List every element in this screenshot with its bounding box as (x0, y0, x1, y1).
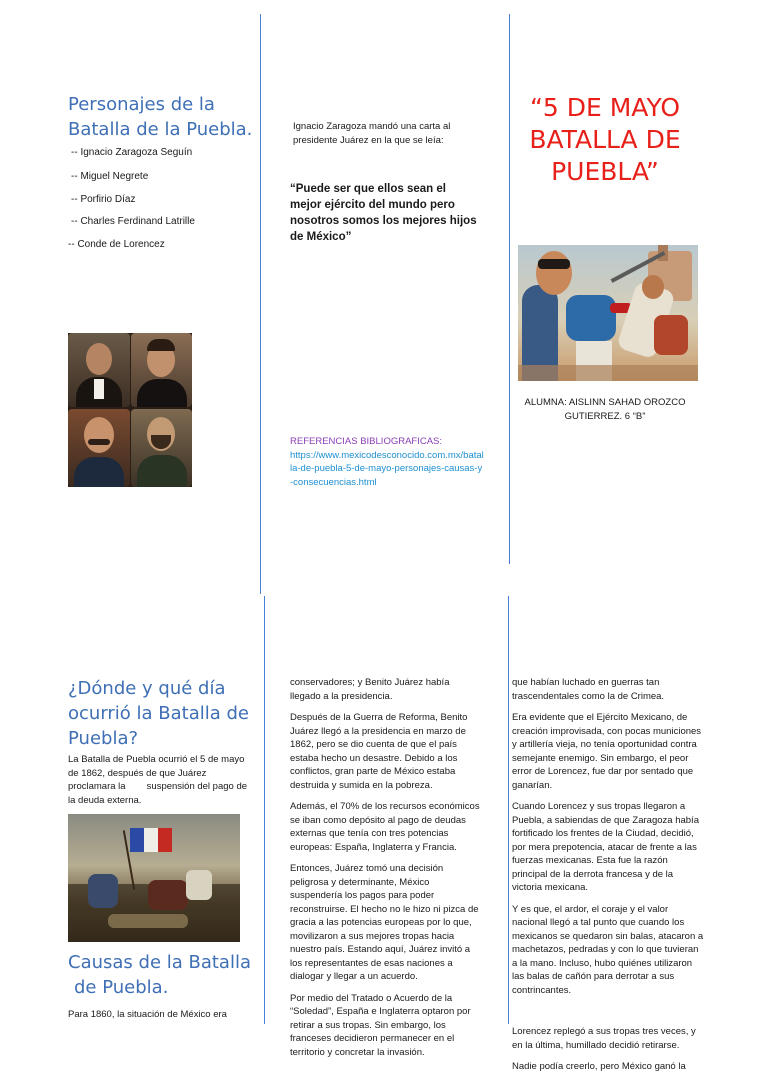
fold-line-top-2 (509, 14, 510, 564)
fold-line-top-1 (260, 14, 261, 594)
account-paragraph: que habían luchado en guerras tan trascendentales como la de Crimea. (512, 677, 665, 702)
letter-intro: Ignacio Zaragoza mandó una carta al presidente Juárez en la que se leía: (293, 121, 451, 146)
causes-paragraph: Entonces, Juárez tomó una decisión peligrosa y determinante, México suspendería los pagos para poder reconstruirse. El hecho no le hizo ni pizca de gracia a las potencias europeas por lo que, movilizaron a sus mejores tropas hacia nuestro país. Estando aquí, Juárez invitó a los representantes de esas naciones a dialogar y llegar a un acuerdo. (290, 863, 479, 982)
character-item: -- Conde de Lorencez (68, 239, 165, 250)
when-where-text: La Batalla de Puebla ocurrió el 5 de mayo de 1862, después de que Juárez proclamara la suspensión del pago de la deuda externa. (68, 754, 250, 806)
portrait-juarez (68, 333, 130, 407)
portraits-collage (68, 333, 192, 487)
panel-causes-continued (290, 676, 482, 1067)
cover-painting (518, 245, 698, 381)
panel-quote (290, 120, 480, 245)
references (290, 435, 485, 489)
causes-paragraph: Por medio del Tratado o Acuerdo de la “Soledad”, España e Inglaterra optaron por retirar a sus tropas. Sin embargo, los franceses decidieron permanecer en el territorio y concretar la invasión. (290, 992, 471, 1058)
character-item: -- Porfirio Díaz (71, 194, 136, 205)
zaragoza-quote: “Puede ser que ellos sean el mejor ejército del mundo pero nosotros somos los mejores hijos de México” (290, 183, 477, 243)
character-item: -- Miguel Negrete (71, 171, 149, 182)
cover-title: “5 DE MAYO BATALLA DE PUEBLA” (529, 93, 681, 186)
portrait-diaz (68, 409, 130, 487)
account-paragraph: Y es que, el ardor, el coraje y el valor nacional llegó a tal punto que cuando los mexicanos se quedaron sin balas, atacaron a machetazos, pedradas y con lo que tuvieran a la mano. Incluso, hubo quiénes utilizaron las balas de cañón para derrotar a sus contrincantes. (512, 903, 704, 996)
causes-title: Causas de la Batalla de Puebla. (68, 952, 251, 998)
battle-painting (68, 814, 240, 942)
account-paragraph: Cuando Lorencez y sus tropas llegaron a Puebla, a sabiendas de que Zaragoza había fortificado los frentes de la Ciudad, decidió, por mera prepotencia, atacar de frente a las fuerzas mexicanas. Esta fue la razón principal de la derrota francesa y de la victoria mexicana. (512, 801, 699, 893)
account-paragraph: Lorencez replegó a sus tropas tres veces, y en la última, humillado decidió retirarse. (512, 1026, 696, 1051)
causes-heading (68, 950, 254, 1000)
references-label: REFERENCIAS BIBLIOGRAFICAS: (290, 436, 443, 447)
panel-battle-account (512, 676, 704, 1082)
causes-paragraph: conservadores; y Benito Juárez había llegado a la presidencia. (290, 677, 450, 702)
portrait-negrete (131, 333, 192, 407)
account-paragraph: Era evidente que el Ejército Mexicano, de creación improvisada, con pocas municiones y artillería vieja, no tenía oportunidad contra semejante enemigo. Sin embargo, el peor error de Lorencez, fue dar por sentado que ganarían. (512, 712, 702, 791)
fold-line-bottom-2 (508, 596, 509, 1024)
student-name: ALUMNA: AISLINN SAHAD OROZCO GUTIERREZ. 6 “B” (524, 397, 686, 422)
character-item: -- Charles Ferdinand Latrille (71, 216, 195, 227)
references-link[interactable]: https://www.mexicodesconocido.com.mx/batalla-de-puebla-5-de-mayo-personajes-causas-y-consecuencias.html (290, 449, 484, 488)
character-item: -- Ignacio Zaragoza Seguín (71, 147, 193, 158)
portrait-zaragoza (131, 409, 192, 487)
causes-paragraph: Después de la Guerra de Reforma, Benito Juárez llegó a la presidencia en marzo de 1862, pero se dio cuenta de que el país estaba hecho un desastre. Debido a los conflictos, gran parte de México estaba destruida y sumida en la pobreza. (290, 712, 468, 791)
panel-when-where (68, 676, 254, 807)
causes-text: Para 1860, la situación de México era (68, 1009, 227, 1020)
account-paragraph: Nadie podía creerlo, pero México ganó la (512, 1061, 686, 1072)
causes-paragraph: Además, el 70% de los recursos económicos se iban como depósito al pago de deudas externas que tenía con tres potencias europeas: España, Inglaterra y Francia. (290, 801, 480, 853)
characters-heading: Personajes de la Batalla de la Puebla. (68, 94, 253, 140)
fold-line-bottom-1 (264, 596, 265, 1024)
characters-list (68, 146, 253, 252)
when-where-heading: ¿Dónde y qué día ocurrió la Batalla de Puebla? (68, 678, 250, 749)
panel-characters (68, 92, 253, 252)
